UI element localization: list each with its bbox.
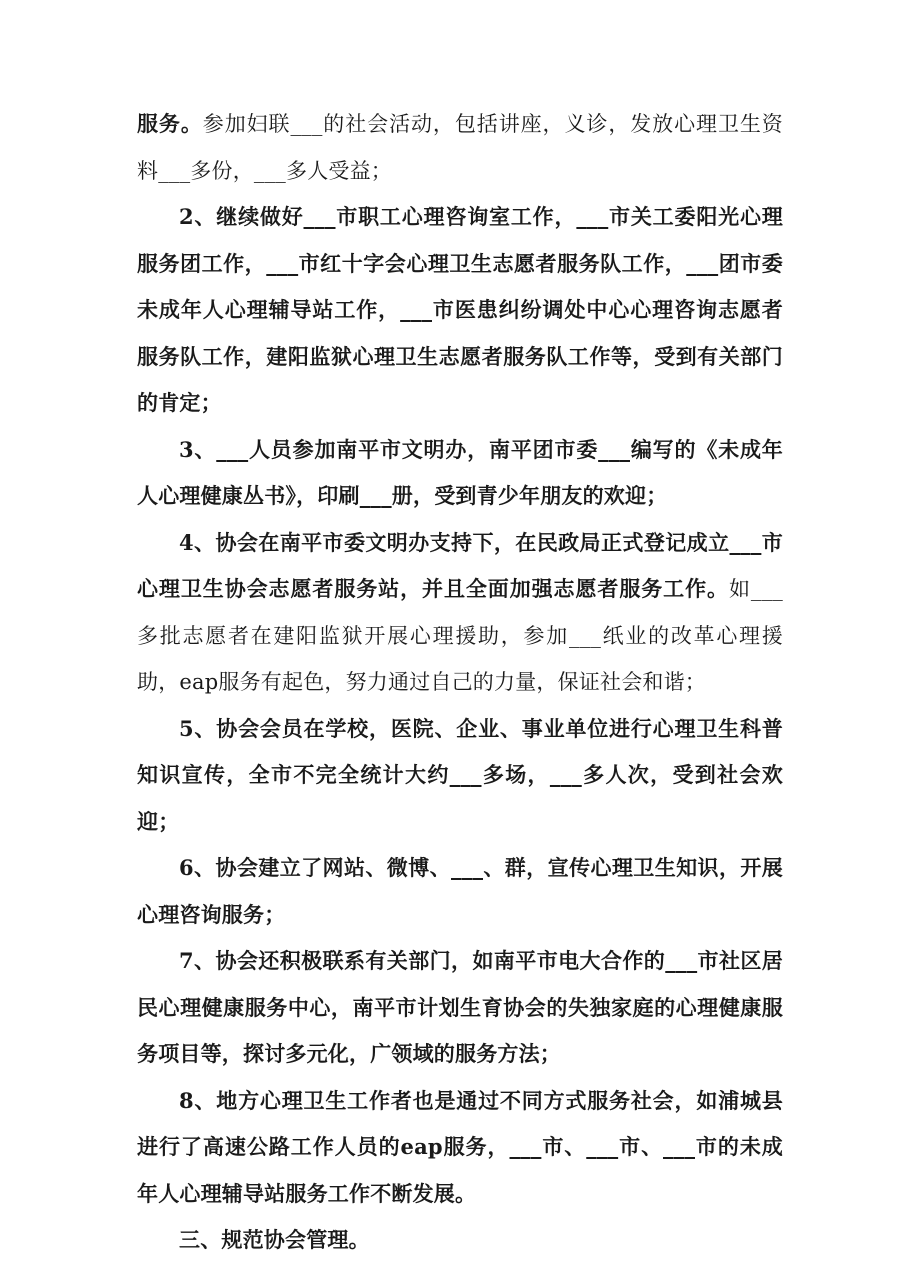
paragraph-item-4 (137, 520, 783, 706)
paragraph-item-5 (137, 706, 783, 846)
paragraph-item-3-text: 3、___人员参加南平市文明办，南平团市委___编写的《未成年人心理健康丛书》，印刷___册，受到青少年朋友的欢迎； (137, 436, 783, 508)
paragraph-item-6 (137, 845, 783, 938)
paragraph-intro-text: 参加妇联___的社会活动，包括讲座，义诊，发放心理卫生资料___多份，___多人受益； (137, 112, 783, 183)
paragraph-item-4-text: 如___多批志愿者在建阳监狱开展心理援助，参加___纸业的改革心理援助，eap服务有起色，努力通过自己的力量，保证社会和谐； (137, 577, 783, 694)
paragraph-intro (137, 101, 783, 194)
paragraph-item-2-text: 2、继续做好___市职工心理咨询室工作，___市关工委阳光心理服务团工作，___市红十字会心理卫生志愿者服务队工作，___团市委未成年人心理辅导站工作，___市医患纠纷调处中心心理咨询志愿者服务队工作，建阳监狱心理卫生志愿者服务队工作等，受到有关部门的肯定； (137, 204, 783, 415)
paragraph-item-6-text: 6、协会建立了网站、微博、___、群，宣传心理卫生知识，开展心理咨询服务； (137, 855, 783, 927)
paragraph-item-4-lead: 4、协会在南平市委文明办支持下，在民政局正式登记成立___市心理卫生协会志愿者服务站，并且全面加强志愿者服务工作。 (137, 529, 783, 601)
paragraph-item-7 (137, 938, 783, 1078)
paragraph-item-2 (137, 194, 783, 427)
paragraph-intro-lead: 服务。 (137, 111, 203, 136)
document-body (137, 101, 783, 1264)
paragraph-item-8 (137, 1078, 783, 1218)
paragraph-item-7-text: 7、协会还积极联系有关部门，如南平市电大合作的___市社区居民心理健康服务中心，南平市计划生育协会的失独家庭的心理健康服务项目等，探讨多元化，广领域的服务方法； (137, 948, 783, 1066)
section-heading-text: 三、规范协会管理。 (179, 1227, 370, 1252)
paragraph-item-3 (137, 427, 783, 520)
paragraph-item-5-text: 5、协会会员在学校，医院、企业、事业单位进行心理卫生科普知识宣传，全市不完全统计大约___多场，___多人次，受到社会欢迎； (137, 715, 783, 834)
section-heading (137, 1217, 783, 1264)
paragraph-item-8-text: 8、地方心理卫生工作者也是通过不同方式服务社会，如浦城县进行了高速公路工作人员的eap服务，___市、___市、___市的未成年人心理辅导站服务工作不断发展。 (137, 1087, 783, 1206)
